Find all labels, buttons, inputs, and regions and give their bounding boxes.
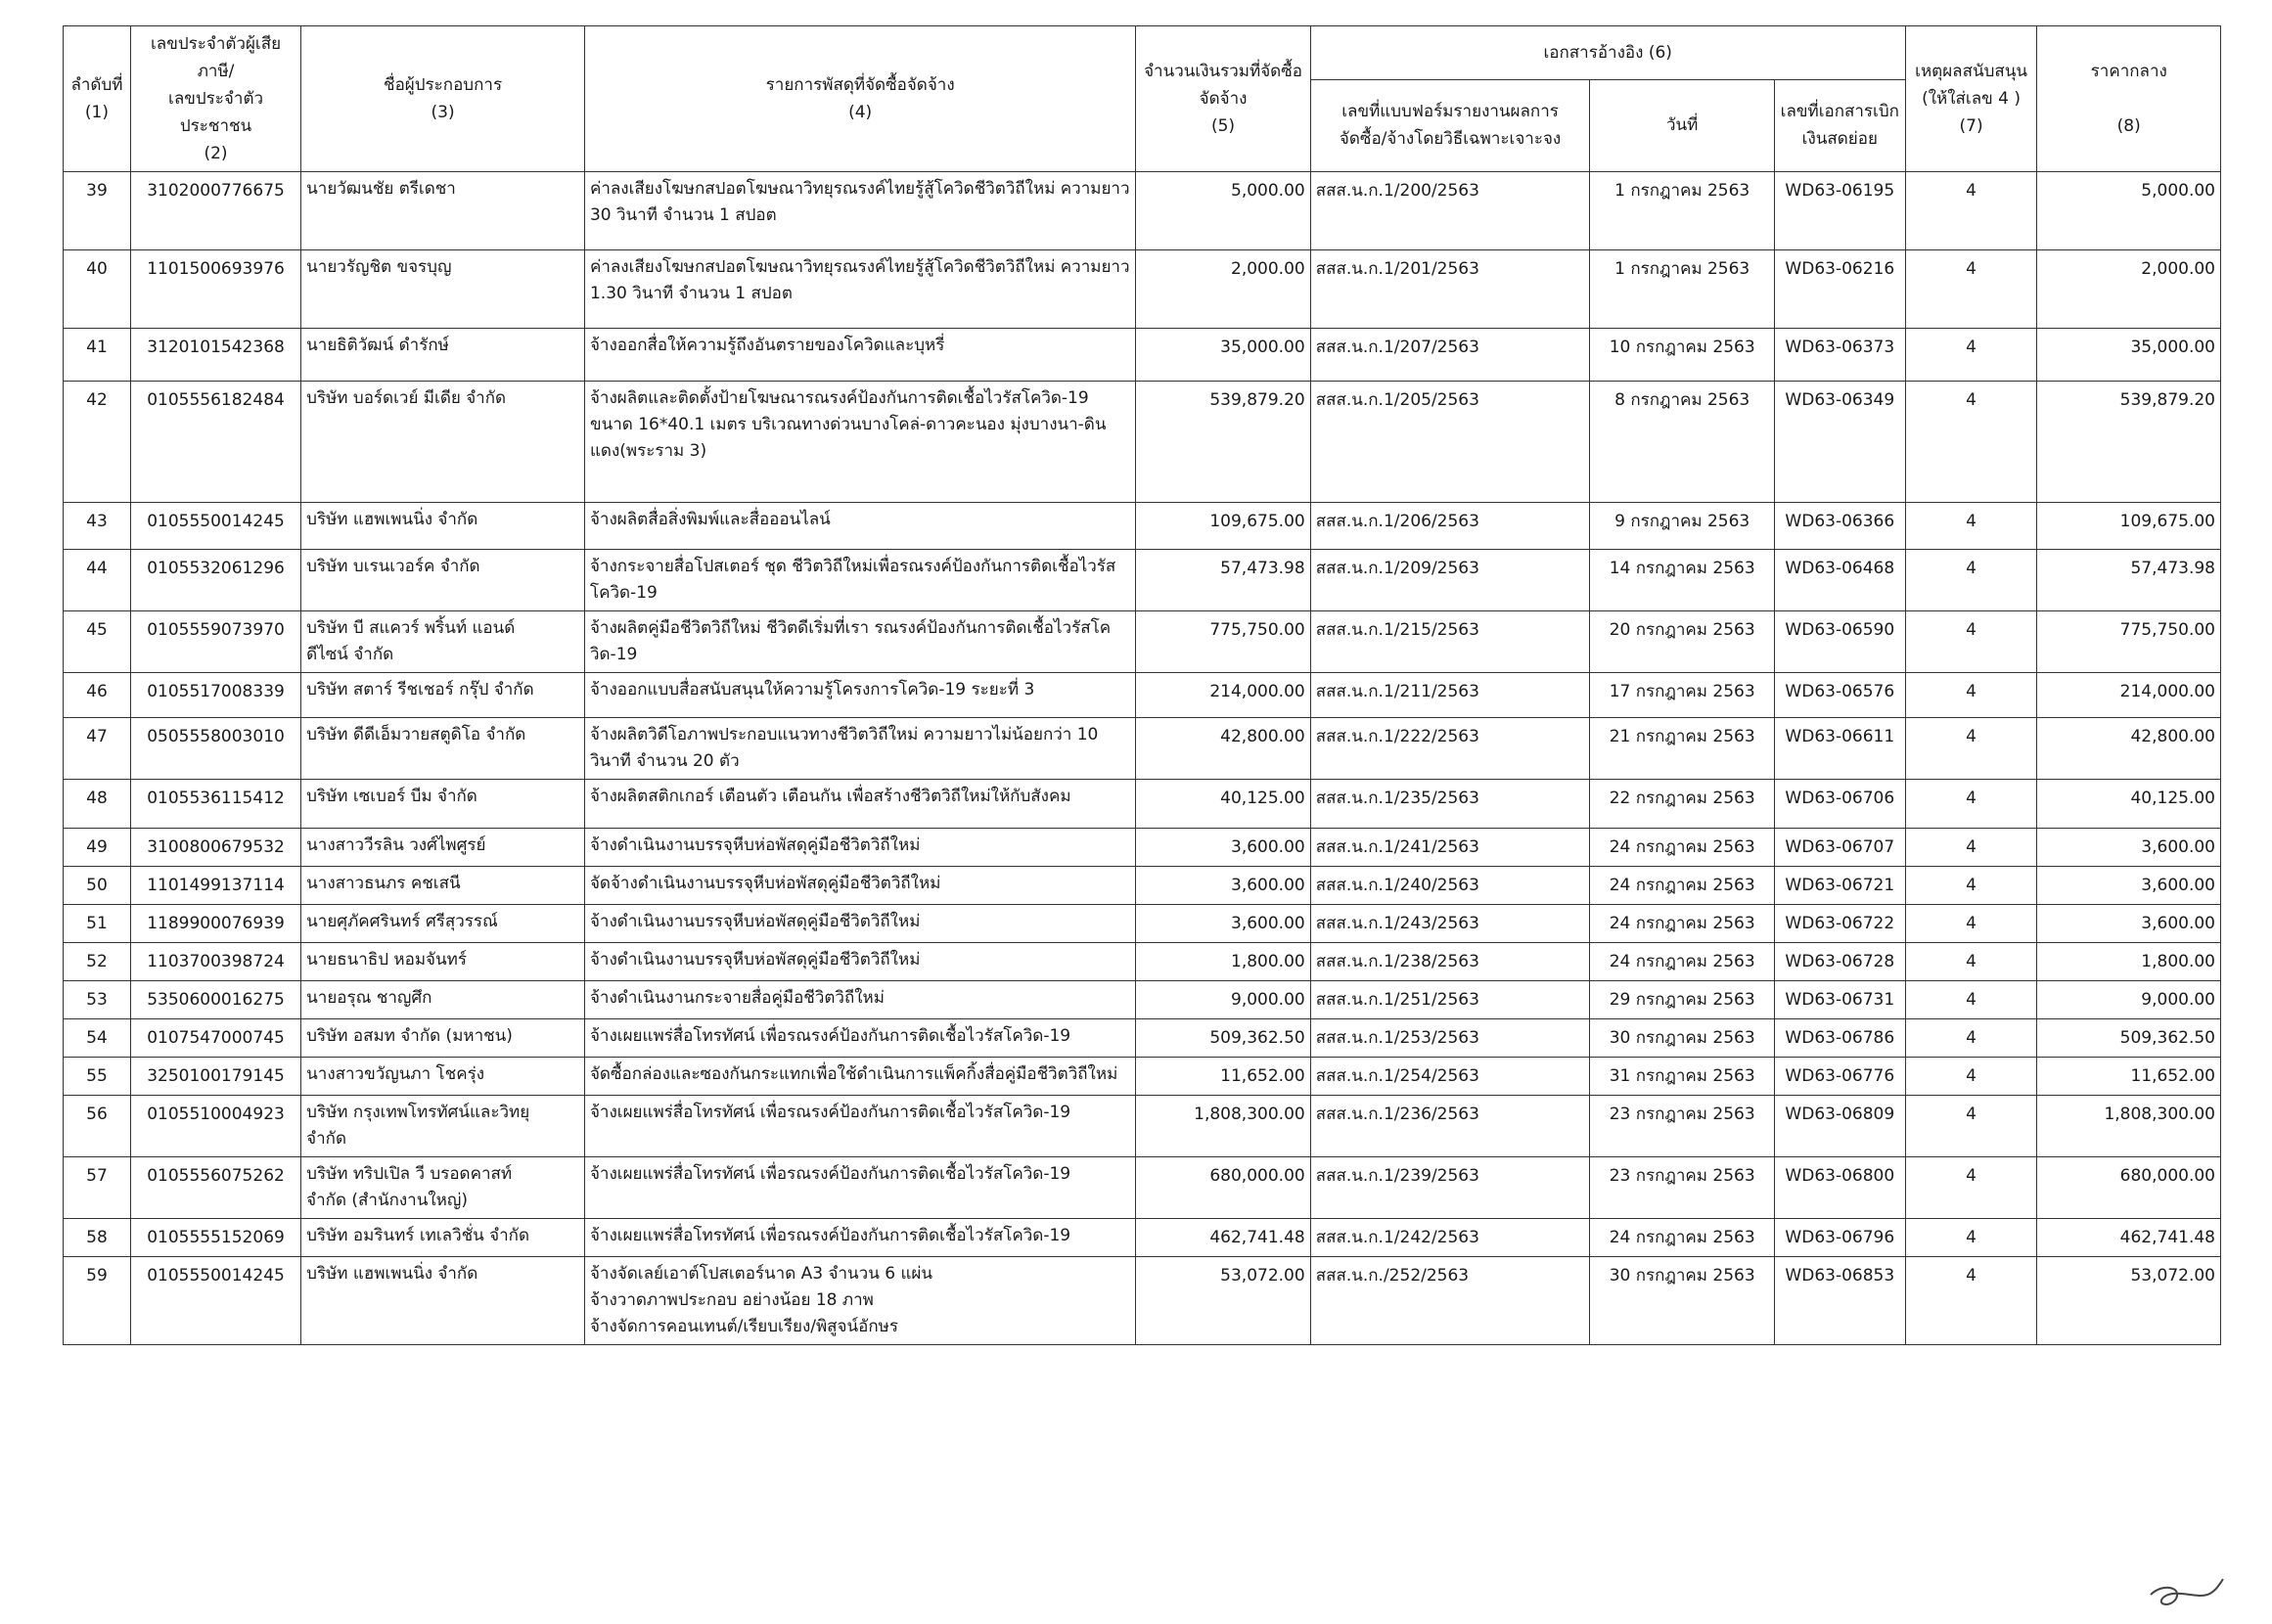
vendor-name: บริษัท แฮพเพนนิ่ง จำกัด bbox=[301, 1257, 585, 1345]
table-row bbox=[64, 611, 2221, 673]
doc-number: WD63-06349 bbox=[1774, 382, 1905, 503]
table-row bbox=[64, 329, 2221, 382]
tax-id: 0105559073970 bbox=[130, 611, 300, 673]
table-row bbox=[64, 250, 2221, 329]
item-description: จ้างกระจายสื่อโปสเตอร์ ชุด ชีวิตวิถีใหม่เพื่อรณรงค์ป้องกันการติดเชื้อไวรัส โควิด-19 bbox=[584, 550, 1135, 611]
vendor-name: นายวัฒนชัย ตรีเดชา bbox=[301, 172, 585, 250]
vendor-name: บริษัท ทริปเปิล วี บรอดคาสท์ จำกัด (สำนักงานใหญ่) bbox=[301, 1157, 585, 1219]
doc-date: 17 กรกฎาคม 2563 bbox=[1590, 673, 1774, 718]
doc-date: 24 กรกฎาคม 2563 bbox=[1590, 905, 1774, 943]
median-price: 11,652.00 bbox=[2037, 1058, 2221, 1096]
doc-number: WD63-06722 bbox=[1774, 905, 1905, 943]
table-row bbox=[64, 1096, 2221, 1157]
form-number: สสส.น.ก.1/253/2563 bbox=[1310, 1019, 1590, 1058]
table-row bbox=[64, 172, 2221, 250]
amount: 57,473.98 bbox=[1136, 550, 1310, 611]
table-row bbox=[64, 382, 2221, 503]
tax-id: 3100800679532 bbox=[130, 829, 300, 867]
doc-date: 24 กรกฎาคม 2563 bbox=[1590, 1219, 1774, 1257]
tax-id: 1103700398724 bbox=[130, 943, 300, 981]
table-row bbox=[64, 503, 2221, 550]
table-row bbox=[64, 780, 2221, 829]
amount: 1,808,300.00 bbox=[1136, 1096, 1310, 1157]
amount: 680,000.00 bbox=[1136, 1157, 1310, 1219]
doc-date: 22 กรกฎาคม 2563 bbox=[1590, 780, 1774, 829]
median-price: 1,800.00 bbox=[2037, 943, 2221, 981]
doc-number: WD63-06707 bbox=[1774, 829, 1905, 867]
form-number: สสส.น.ก.1/215/2563 bbox=[1310, 611, 1590, 673]
tax-id: 0105517008339 bbox=[130, 673, 300, 718]
header-index: ลำดับที่ (1) bbox=[64, 26, 131, 172]
reason-code: 4 bbox=[1905, 943, 2037, 981]
row-index: 43 bbox=[64, 503, 131, 550]
median-price: 35,000.00 bbox=[2037, 329, 2221, 382]
form-number: สสส.น.ก.1/242/2563 bbox=[1310, 1219, 1590, 1257]
reason-code: 4 bbox=[1905, 172, 2037, 250]
reason-code: 4 bbox=[1905, 1019, 2037, 1058]
row-index: 50 bbox=[64, 867, 131, 905]
doc-number: WD63-06776 bbox=[1774, 1058, 1905, 1096]
doc-date: 1 กรกฎาคม 2563 bbox=[1590, 250, 1774, 329]
vendor-name: นางสาววีรลิน วงศ์ไพศูรย์ bbox=[301, 829, 585, 867]
item-description: จัดจ้างดำเนินงานบรรจุหีบห่อพัสดุคู่มือชีวิตวิถีใหม่ bbox=[584, 867, 1135, 905]
table-row bbox=[64, 867, 2221, 905]
form-number: สสส.น.ก.1/222/2563 bbox=[1310, 718, 1590, 780]
row-index: 59 bbox=[64, 1257, 131, 1345]
tax-id: 0105550014245 bbox=[130, 503, 300, 550]
doc-date: 23 กรกฎาคม 2563 bbox=[1590, 1157, 1774, 1219]
median-price: 462,741.48 bbox=[2037, 1219, 2221, 1257]
item-description: จ้างเผยแพร่สื่อโทรทัศน์ เพื่อรณรงค์ป้องกันการติดเชื้อไวรัสโควิด-19 bbox=[584, 1157, 1135, 1219]
header-doc-no: เลขที่เอกสารเบิก เงินสดย่อย bbox=[1774, 79, 1905, 171]
item-description: จ้างออกแบบสื่อสนับสนุนให้ความรู้โครงการโควิด-19 ระยะที่ 3 bbox=[584, 673, 1135, 718]
tax-id: 3250100179145 bbox=[130, 1058, 300, 1096]
item-description: ค่าลงเสียงโฆษกสปอตโฆษณาวิทยุรณรงค์ไทยรู้สู้โควิดชีวิตวิถีใหม่ ความยาว 1.30 วินาที จำนวน 1 สปอต bbox=[584, 250, 1135, 329]
reason-code: 4 bbox=[1905, 611, 2037, 673]
median-price: 3,600.00 bbox=[2037, 867, 2221, 905]
doc-number: WD63-06731 bbox=[1774, 981, 1905, 1019]
vendor-name: บริษัท บเรนเวอร์ค จำกัด bbox=[301, 550, 585, 611]
amount: 2,000.00 bbox=[1136, 250, 1310, 329]
form-number: สสส.น.ก.1/200/2563 bbox=[1310, 172, 1590, 250]
amount: 1,800.00 bbox=[1136, 943, 1310, 981]
item-description: จ้างดำเนินงานกระจายสื่อคู่มือชีวิตวิถีใหม่ bbox=[584, 981, 1135, 1019]
table-body bbox=[64, 172, 2221, 1345]
table-row bbox=[64, 981, 2221, 1019]
header-item: รายการพัสดุที่จัดซื้อจัดจ้าง (4) bbox=[584, 26, 1135, 172]
median-price: 9,000.00 bbox=[2037, 981, 2221, 1019]
form-number: สสส.น.ก.1/236/2563 bbox=[1310, 1096, 1590, 1157]
reason-code: 4 bbox=[1905, 1219, 2037, 1257]
form-number: สสส.น.ก.1/207/2563 bbox=[1310, 329, 1590, 382]
doc-number: WD63-06853 bbox=[1774, 1257, 1905, 1345]
median-price: 40,125.00 bbox=[2037, 780, 2221, 829]
doc-date: 9 กรกฎาคม 2563 bbox=[1590, 503, 1774, 550]
item-description: จ้างจัดเลย์เอาต์โปสเตอร์นาด A3 จำนวน 6 แผ่น จ้างวาดภาพประกอบ อย่างน้อย 18 ภาพ จ้างจัดการคอนเทนต์/เรียบเรียง/พิสูจน์อักษร bbox=[584, 1257, 1135, 1345]
tax-id: 0105556182484 bbox=[130, 382, 300, 503]
table-row bbox=[64, 1219, 2221, 1257]
row-index: 55 bbox=[64, 1058, 131, 1096]
form-number: สสส.น.ก.1/206/2563 bbox=[1310, 503, 1590, 550]
form-number: สสส.น.ก.1/243/2563 bbox=[1310, 905, 1590, 943]
vendor-name: บริษัท กรุงเทพโทรทัศน์และวิทยุ จำกัด bbox=[301, 1096, 585, 1157]
item-description: จ้างผลิตคู่มือชีวิตวิถีใหม่ ชีวิตดีเริ่มที่เรา รณรงค์ป้องกันการติดเชื้อไวรัสโค วิด-19 bbox=[584, 611, 1135, 673]
reason-code: 4 bbox=[1905, 382, 2037, 503]
median-price: 539,879.20 bbox=[2037, 382, 2221, 503]
amount: 3,600.00 bbox=[1136, 829, 1310, 867]
reason-code: 4 bbox=[1905, 250, 2037, 329]
header-reference: เอกสารอ้างอิง (6) bbox=[1310, 26, 1905, 80]
reason-code: 4 bbox=[1905, 329, 2037, 382]
header-vendor: ชื่อผู้ประกอบการ (3) bbox=[301, 26, 585, 172]
doc-number: WD63-06576 bbox=[1774, 673, 1905, 718]
median-price: 109,675.00 bbox=[2037, 503, 2221, 550]
tax-id: 0105510004923 bbox=[130, 1096, 300, 1157]
table-row bbox=[64, 718, 2221, 780]
form-number: สสส.น.ก.1/239/2563 bbox=[1310, 1157, 1590, 1219]
form-number: สสส.น.ก.1/201/2563 bbox=[1310, 250, 1590, 329]
vendor-name: บริษัท บอร์ดเวย์ มีเดีย จำกัด bbox=[301, 382, 585, 503]
tax-id: 0105550014245 bbox=[130, 1257, 300, 1345]
item-description: จ้างออกสื่อให้ความรู้ถึงอันตรายของโควิดและบุหรี่ bbox=[584, 329, 1135, 382]
median-price: 680,000.00 bbox=[2037, 1157, 2221, 1219]
reason-code: 4 bbox=[1905, 905, 2037, 943]
form-number: สสส.น.ก.1/205/2563 bbox=[1310, 382, 1590, 503]
item-description: จ้างเผยแพร่สื่อโทรทัศน์ เพื่อรณรงค์ป้องกันการติดเชื้อไวรัสโควิด-19 bbox=[584, 1096, 1135, 1157]
tax-id: 5350600016275 bbox=[130, 981, 300, 1019]
doc-date: 24 กรกฎาคม 2563 bbox=[1590, 867, 1774, 905]
reason-code: 4 bbox=[1905, 780, 2037, 829]
reason-code: 4 bbox=[1905, 550, 2037, 611]
doc-number: WD63-06366 bbox=[1774, 503, 1905, 550]
amount: 509,362.50 bbox=[1136, 1019, 1310, 1058]
tax-id: 1189900076939 bbox=[130, 905, 300, 943]
row-index: 47 bbox=[64, 718, 131, 780]
doc-date: 24 กรกฎาคม 2563 bbox=[1590, 943, 1774, 981]
doc-date: 30 กรกฎาคม 2563 bbox=[1590, 1019, 1774, 1058]
table-row bbox=[64, 943, 2221, 981]
item-description: จ้างผลิตวิดีโอภาพประกอบแนวทางชีวิตวิถีใหม่ ความยาวไม่น้อยกว่า 10 วินาที จำนวน 20 ตัว bbox=[584, 718, 1135, 780]
vendor-name: บริษัท อมรินทร์ เทเลวิชั่น จำกัด bbox=[301, 1219, 585, 1257]
vendor-name: บริษัท แฮพเพนนิ่ง จำกัด bbox=[301, 503, 585, 550]
table-row bbox=[64, 1157, 2221, 1219]
amount: 35,000.00 bbox=[1136, 329, 1310, 382]
form-number: สสส.น.ก.1/209/2563 bbox=[1310, 550, 1590, 611]
amount: 3,600.00 bbox=[1136, 867, 1310, 905]
median-price: 3,600.00 bbox=[2037, 905, 2221, 943]
tax-id: 0105555152069 bbox=[130, 1219, 300, 1257]
table-row bbox=[64, 550, 2221, 611]
form-number: สสส.น.ก.1/211/2563 bbox=[1310, 673, 1590, 718]
median-price: 53,072.00 bbox=[2037, 1257, 2221, 1345]
amount: 3,600.00 bbox=[1136, 905, 1310, 943]
doc-date: 24 กรกฎาคม 2563 bbox=[1590, 829, 1774, 867]
form-number: สสส.น.ก.1/235/2563 bbox=[1310, 780, 1590, 829]
signature-mark bbox=[2143, 1565, 2231, 1614]
amount: 539,879.20 bbox=[1136, 382, 1310, 503]
tax-id: 0505558003010 bbox=[130, 718, 300, 780]
doc-date: 8 กรกฎาคม 2563 bbox=[1590, 382, 1774, 503]
form-number: สสส.น.ก.1/240/2563 bbox=[1310, 867, 1590, 905]
median-price: 509,362.50 bbox=[2037, 1019, 2221, 1058]
vendor-name: นายศุภัคศรินทร์ ศรีสุวรรณ์ bbox=[301, 905, 585, 943]
form-number: สสส.น.ก./252/2563 bbox=[1310, 1257, 1590, 1345]
doc-date: 29 กรกฎาคม 2563 bbox=[1590, 981, 1774, 1019]
row-index: 56 bbox=[64, 1096, 131, 1157]
item-description: จ้างดำเนินงานบรรจุหีบห่อพัสดุคู่มือชีวิตวิถีใหม่ bbox=[584, 943, 1135, 981]
median-price: 1,808,300.00 bbox=[2037, 1096, 2221, 1157]
header-form-no: เลขที่แบบฟอร์มรายงานผลการ จัดซื้อ/จ้างโดยวิธีเฉพาะเจาะจง bbox=[1310, 79, 1590, 171]
form-number: สสส.น.ก.1/238/2563 bbox=[1310, 943, 1590, 981]
row-index: 40 bbox=[64, 250, 131, 329]
vendor-name: นายวรัญชิต ขจรบุญ bbox=[301, 250, 585, 329]
vendor-name: นางสาวขวัญนภา โชครุ่ง bbox=[301, 1058, 585, 1096]
doc-number: WD63-06468 bbox=[1774, 550, 1905, 611]
row-index: 54 bbox=[64, 1019, 131, 1058]
reason-code: 4 bbox=[1905, 867, 2037, 905]
row-index: 57 bbox=[64, 1157, 131, 1219]
doc-date: 30 กรกฎาคม 2563 bbox=[1590, 1257, 1774, 1345]
median-price: 2,000.00 bbox=[2037, 250, 2221, 329]
doc-number: WD63-06195 bbox=[1774, 172, 1905, 250]
doc-number: WD63-06796 bbox=[1774, 1219, 1905, 1257]
doc-number: WD63-06721 bbox=[1774, 867, 1905, 905]
table-row bbox=[64, 1257, 2221, 1345]
doc-date: 21 กรกฎาคม 2563 bbox=[1590, 718, 1774, 780]
row-index: 46 bbox=[64, 673, 131, 718]
row-index: 42 bbox=[64, 382, 131, 503]
doc-number: WD63-06216 bbox=[1774, 250, 1905, 329]
vendor-name: นางสาวธนภร คชเสนี bbox=[301, 867, 585, 905]
vendor-name: นายธนาธิป หอมจันทร์ bbox=[301, 943, 585, 981]
amount: 9,000.00 bbox=[1136, 981, 1310, 1019]
header-amount: จำนวนเงินรวมที่จัดซื้อ จัดจ้าง (5) bbox=[1136, 26, 1310, 172]
median-price: 775,750.00 bbox=[2037, 611, 2221, 673]
tax-id: 1101499137114 bbox=[130, 867, 300, 905]
table-row bbox=[64, 673, 2221, 718]
doc-date: 31 กรกฎาคม 2563 bbox=[1590, 1058, 1774, 1096]
table-row bbox=[64, 829, 2221, 867]
amount: 11,652.00 bbox=[1136, 1058, 1310, 1096]
tax-id: 0105532061296 bbox=[130, 550, 300, 611]
item-description: จ้างผลิตสติกเกอร์ เตือนตัว เตือนกัน เพื่อสร้างชีวิตวิถีใหม่ให้กับสังคม bbox=[584, 780, 1135, 829]
row-index: 49 bbox=[64, 829, 131, 867]
reason-code: 4 bbox=[1905, 718, 2037, 780]
doc-date: 20 กรกฎาคม 2563 bbox=[1590, 611, 1774, 673]
tax-id: 1101500693976 bbox=[130, 250, 300, 329]
row-index: 44 bbox=[64, 550, 131, 611]
procurement-table bbox=[63, 25, 2221, 1345]
doc-number: WD63-06611 bbox=[1774, 718, 1905, 780]
tax-id: 0105556075262 bbox=[130, 1157, 300, 1219]
item-description: จ้างเผยแพร่สื่อโทรทัศน์ เพื่อรณรงค์ป้องกันการติดเชื้อไวรัสโควิด-19 bbox=[584, 1019, 1135, 1058]
vendor-name: บริษัท บี สแควร์ พริ้นท์ แอนด์ ดีไซน์ จำกัด bbox=[301, 611, 585, 673]
row-index: 51 bbox=[64, 905, 131, 943]
doc-number: WD63-06373 bbox=[1774, 329, 1905, 382]
row-index: 58 bbox=[64, 1219, 131, 1257]
doc-number: WD63-06800 bbox=[1774, 1157, 1905, 1219]
header-date: วันที่ bbox=[1590, 79, 1774, 171]
reason-code: 4 bbox=[1905, 1157, 2037, 1219]
doc-date: 10 กรกฎาคม 2563 bbox=[1590, 329, 1774, 382]
doc-date: 23 กรกฎาคม 2563 bbox=[1590, 1096, 1774, 1157]
median-price: 5,000.00 bbox=[2037, 172, 2221, 250]
doc-number: WD63-06786 bbox=[1774, 1019, 1905, 1058]
header-tax-id: เลขประจำตัวผู้เสียภาษี/ เลขประจำตัวประชาชน (2) bbox=[130, 26, 300, 172]
vendor-name: นายอรุณ ชาญศึก bbox=[301, 981, 585, 1019]
tax-id: 0107547000745 bbox=[130, 1019, 300, 1058]
item-description: ค่าลงเสียงโฆษกสปอตโฆษณาวิทยุรณรงค์ไทยรู้สู้โควิดชีวิตวิถีใหม่ ความยาว 30 วินาที จำนวน 1 สปอต bbox=[584, 172, 1135, 250]
amount: 214,000.00 bbox=[1136, 673, 1310, 718]
form-number: สสส.น.ก.1/251/2563 bbox=[1310, 981, 1590, 1019]
amount: 5,000.00 bbox=[1136, 172, 1310, 250]
reason-code: 4 bbox=[1905, 981, 2037, 1019]
median-price: 42,800.00 bbox=[2037, 718, 2221, 780]
median-price: 214,000.00 bbox=[2037, 673, 2221, 718]
doc-number: WD63-06728 bbox=[1774, 943, 1905, 981]
reason-code: 4 bbox=[1905, 1096, 2037, 1157]
row-index: 41 bbox=[64, 329, 131, 382]
amount: 462,741.48 bbox=[1136, 1219, 1310, 1257]
form-number: สสส.น.ก.1/241/2563 bbox=[1310, 829, 1590, 867]
item-description: จ้างผลิตสื่อสิ่งพิมพ์และสื่อออนไลน์ bbox=[584, 503, 1135, 550]
doc-number: WD63-06706 bbox=[1774, 780, 1905, 829]
reason-code: 4 bbox=[1905, 1058, 2037, 1096]
doc-date: 1 กรกฎาคม 2563 bbox=[1590, 172, 1774, 250]
vendor-name: นายธิติวัฒน์ ดำรักษ์ bbox=[301, 329, 585, 382]
reason-code: 4 bbox=[1905, 673, 2037, 718]
row-index: 39 bbox=[64, 172, 131, 250]
amount: 109,675.00 bbox=[1136, 503, 1310, 550]
doc-number: WD63-06590 bbox=[1774, 611, 1905, 673]
amount: 40,125.00 bbox=[1136, 780, 1310, 829]
row-index: 48 bbox=[64, 780, 131, 829]
table-row bbox=[64, 905, 2221, 943]
doc-date: 14 กรกฎาคม 2563 bbox=[1590, 550, 1774, 611]
median-price: 3,600.00 bbox=[2037, 829, 2221, 867]
header-median-price: ราคากลาง (8) bbox=[2037, 26, 2221, 172]
amount: 53,072.00 bbox=[1136, 1257, 1310, 1345]
vendor-name: บริษัท สตาร์ รีชเชอร์ กรุ๊ป จำกัด bbox=[301, 673, 585, 718]
item-description: จ้างดำเนินงานบรรจุหีบห่อพัสดุคู่มือชีวิตวิถีใหม่ bbox=[584, 829, 1135, 867]
reason-code: 4 bbox=[1905, 503, 2037, 550]
vendor-name: บริษัท อสมท จำกัด (มหาชน) bbox=[301, 1019, 585, 1058]
form-number: สสส.น.ก.1/254/2563 bbox=[1310, 1058, 1590, 1096]
median-price: 57,473.98 bbox=[2037, 550, 2221, 611]
item-description: จ้างดำเนินงานบรรจุหีบห่อพัสดุคู่มือชีวิตวิถีใหม่ bbox=[584, 905, 1135, 943]
table-row bbox=[64, 1058, 2221, 1096]
item-description: จ้างเผยแพร่สื่อโทรทัศน์ เพื่อรณรงค์ป้องกันการติดเชื้อไวรัสโควิด-19 bbox=[584, 1219, 1135, 1257]
tax-id: 3120101542368 bbox=[130, 329, 300, 382]
row-index: 53 bbox=[64, 981, 131, 1019]
vendor-name: บริษัท ดีดีเอ็มวายสตูดิโอ จำกัด bbox=[301, 718, 585, 780]
vendor-name: บริษัท เซเบอร์ บีม จำกัด bbox=[301, 780, 585, 829]
reason-code: 4 bbox=[1905, 1257, 2037, 1345]
header-reason: เหตุผลสนับสนุน (ให้ใส่เลข 4 ) (7) bbox=[1905, 26, 2037, 172]
doc-number: WD63-06809 bbox=[1774, 1096, 1905, 1157]
row-index: 52 bbox=[64, 943, 131, 981]
item-description: จ้างผลิตและติดตั้งป้ายโฆษณารณรงค์ป้องกันการติดเชื้อไวรัสโควิด-19 ขนาด 16*40.1 เมตร บริเวณทางด่วนบางโคล่-ดาวคะนอง มุ่งบางนา-ดิน แดง(พระราม 3) bbox=[584, 382, 1135, 503]
amount: 775,750.00 bbox=[1136, 611, 1310, 673]
reason-code: 4 bbox=[1905, 829, 2037, 867]
amount: 42,800.00 bbox=[1136, 718, 1310, 780]
tax-id: 3102000776675 bbox=[130, 172, 300, 250]
item-description: จัดซื้อกล่องและซองกันกระแทกเพื่อใช้ดำเนินการแพ็คกิ้งสื่อคู่มือชีวิตวิถีใหม่ bbox=[584, 1058, 1135, 1096]
tax-id: 0105536115412 bbox=[130, 780, 300, 829]
table-row bbox=[64, 1019, 2221, 1058]
row-index: 45 bbox=[64, 611, 131, 673]
